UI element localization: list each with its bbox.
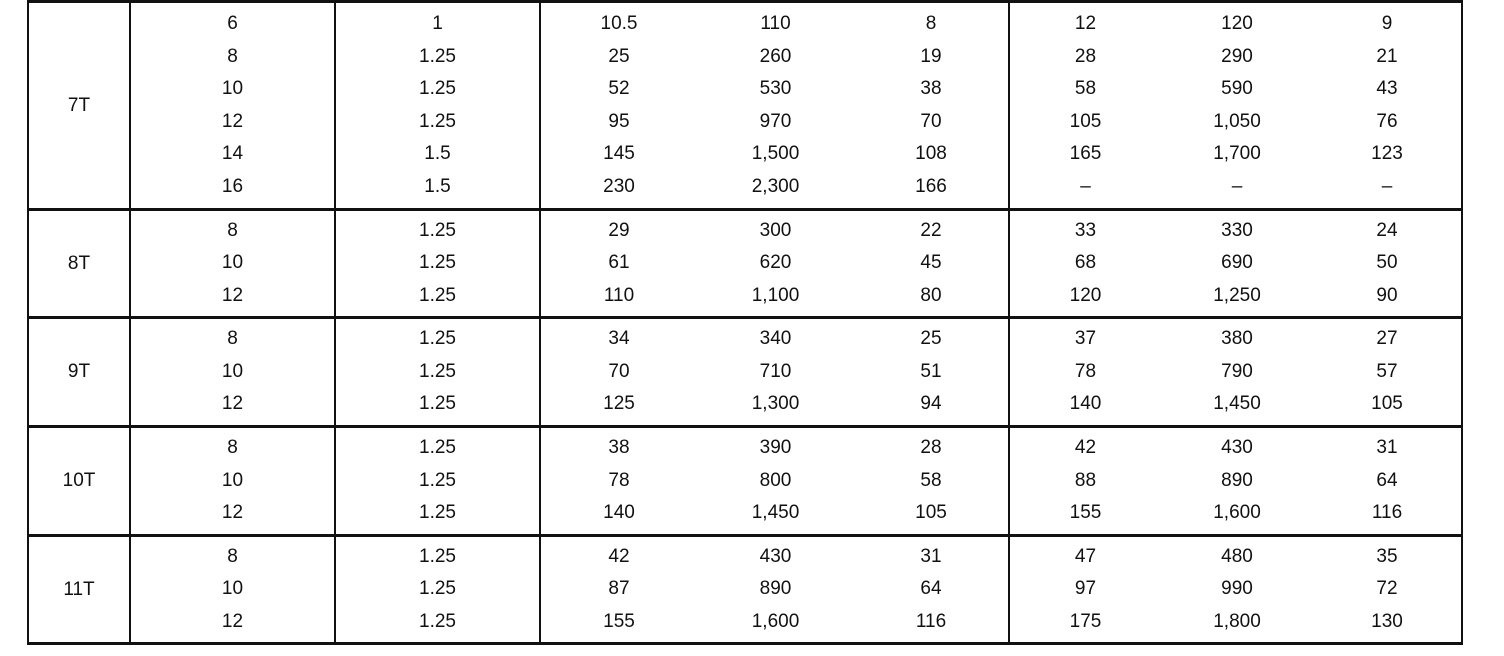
table-cell-value: 12 [221, 610, 244, 632]
torque-a-column-cell [540, 210, 697, 318]
table-cell-value: – [1080, 175, 1091, 197]
table-cell-value: 2,300 [751, 175, 800, 197]
torque-e-column-cell [1161, 536, 1313, 644]
table-cell-value: 88 [1074, 469, 1097, 491]
table-cell-value: 120 [1221, 13, 1253, 34]
diameter-column-cell [130, 2, 335, 210]
table-cell-value: 1.25 [419, 219, 456, 241]
table-cell-value: 430 [759, 546, 792, 568]
table-cell-value: 9 [1381, 13, 1393, 34]
table-cell-value: 10 [221, 578, 244, 600]
table-cell-value: 130 [1371, 610, 1403, 632]
table-cell-value: 52 [608, 78, 630, 99]
table-cell-value: 45 [920, 252, 942, 274]
table-cell-value: 125 [603, 393, 635, 415]
table-cell-value: 1,700 [1213, 143, 1261, 164]
bolt-class-label: 8T [28, 210, 130, 318]
table-cell-value: 140 [1069, 393, 1102, 415]
table-cell-value: 68 [1074, 252, 1097, 274]
torque-c-column-cell [854, 536, 1009, 644]
table-cell-value: 1.25 [419, 610, 456, 632]
table-cell-value: 166 [915, 175, 947, 197]
torque-d-column-cell [1009, 2, 1161, 210]
torque-a-column-cell [540, 427, 697, 536]
torque-a-column-cell [540, 318, 697, 427]
table-cell-value: 37 [1074, 328, 1097, 350]
torque-d-column-cell [1009, 210, 1161, 318]
table-cell-value: 8 [925, 13, 937, 34]
table-cell-value: 340 [759, 328, 792, 350]
table-cell-value: 1.25 [419, 284, 456, 306]
bolt-class-label: 11T [28, 536, 130, 644]
table-cell-value: 165 [1069, 143, 1102, 164]
pitch-column-cell [335, 210, 540, 318]
torque-b-column-cell [697, 318, 854, 427]
torque-e-column-cell [1161, 2, 1313, 210]
table-cell-value: 38 [608, 437, 630, 459]
table-cell-value: 47 [1074, 546, 1097, 568]
table-cell-value: 110 [760, 13, 791, 34]
table-cell-value: 480 [1221, 546, 1253, 568]
table-cell-value: 24 [1376, 219, 1398, 241]
torque-c-column-cell [854, 427, 1009, 536]
table-cell-value: 12 [221, 284, 244, 306]
torque-e-column-cell [1161, 210, 1313, 318]
bolt-torque-table [27, 0, 1463, 645]
table-cell-value: 1 [432, 13, 443, 34]
torque-d-column-cell [1009, 427, 1161, 536]
table-cell-value: 800 [759, 469, 792, 491]
table-cell-value: 70 [920, 110, 942, 132]
table-cell-value: 1,800 [1213, 610, 1261, 632]
table-cell-value: 105 [1371, 393, 1403, 415]
table-cell-value: 123 [1371, 143, 1403, 164]
table-cell-value: 10 [221, 469, 244, 491]
torque-d-column-cell [1009, 536, 1161, 644]
table-cell-value: 890 [759, 578, 792, 600]
table-cell-value: 12 [221, 110, 244, 132]
table-cell-value: 1,600 [751, 610, 800, 632]
table-cell-value: 1.25 [419, 45, 456, 67]
table-cell-value: 390 [759, 437, 792, 459]
diameter-column-cell [130, 427, 335, 536]
torque-b-column-cell [697, 427, 854, 536]
table-cell-value: 1.25 [419, 502, 456, 524]
table-cell-value: 890 [1221, 469, 1253, 491]
table-cell-value: 8 [227, 219, 238, 241]
table-cell-value: 64 [1376, 469, 1398, 491]
table-cell-value: 12 [221, 393, 244, 415]
torque-a-column-cell [540, 536, 697, 644]
bolt-class-group [28, 536, 1462, 644]
table-cell-value: 116 [1371, 502, 1403, 524]
table-cell-value: 28 [1074, 45, 1097, 67]
table-cell-value: 1.25 [419, 78, 456, 99]
table-cell-value: 29 [608, 219, 630, 241]
table-cell-value: 64 [920, 578, 942, 600]
table-cell-value: 290 [1221, 45, 1253, 67]
torque-c-column-cell [854, 210, 1009, 318]
torque-e-column-cell [1161, 427, 1313, 536]
table-cell-value: 72 [1376, 578, 1398, 600]
table-cell-value: 430 [1221, 437, 1253, 459]
table-cell-value: 330 [1221, 219, 1253, 241]
table-cell-value: 25 [920, 328, 942, 350]
torque-b-column-cell [697, 2, 854, 210]
table-cell-value: 12 [1074, 13, 1097, 34]
table-cell-value: 51 [920, 360, 942, 382]
bolt-class-group [28, 2, 1462, 210]
table-cell-value: 1.25 [419, 328, 456, 350]
table-cell-value: 94 [920, 393, 942, 415]
bolt-class-label: 9T [28, 318, 130, 427]
table-cell-value: 1.25 [419, 393, 456, 415]
table-cell-value: 58 [1074, 78, 1097, 99]
table-cell-value: 19 [920, 45, 942, 67]
table-cell-value: 155 [1069, 502, 1102, 524]
bolt-class-label: 7T [28, 2, 130, 210]
table-cell-value: 90 [1376, 284, 1398, 306]
torque-a-column-cell [540, 2, 697, 210]
table-cell-value: 1.25 [419, 110, 456, 132]
pitch-column-cell [335, 536, 540, 644]
table-cell-value: 1.5 [424, 175, 451, 197]
torque-c-column-cell [854, 2, 1009, 210]
table-cell-value: 990 [1221, 578, 1253, 600]
table-cell-value: 8 [227, 328, 238, 350]
torque-f-column-cell [1313, 318, 1462, 427]
table-cell-value: 38 [920, 78, 942, 99]
table-cell-value: 710 [759, 360, 792, 382]
table-cell-value: 12 [221, 502, 244, 524]
table-cell-value: 1,300 [751, 393, 800, 415]
table-cell-value: 1,100 [751, 284, 800, 306]
table-cell-value: 145 [603, 143, 635, 164]
table-cell-value: 230 [603, 175, 635, 197]
bolt-class-group [28, 427, 1462, 536]
table-cell-value: 35 [1376, 546, 1398, 568]
table-cell-value: 590 [1221, 78, 1253, 99]
table-cell-value: 28 [920, 437, 942, 459]
table-cell-value: 57 [1376, 360, 1398, 382]
table-cell-value: 34 [608, 328, 630, 350]
table-cell-value: 690 [1221, 252, 1253, 274]
table-cell-value: 33 [1074, 219, 1097, 241]
table-cell-value: – [1381, 175, 1393, 197]
table-cell-value: 105 [1069, 110, 1102, 132]
table-cell-value: 1.25 [419, 578, 456, 600]
table-cell-value: 80 [920, 284, 942, 306]
table-cell-value: 1,250 [1213, 284, 1261, 306]
table-cell-value: 10 [221, 252, 244, 274]
table-cell-value: 10 [221, 360, 244, 382]
table-cell-value: 108 [915, 143, 947, 164]
table-cell-value: 620 [759, 252, 792, 274]
table-cell-value: 8 [227, 546, 238, 568]
diameter-column-cell [130, 210, 335, 318]
torque-b-column-cell [697, 536, 854, 644]
table-cell-value: 21 [1376, 45, 1398, 67]
table-cell-value: 61 [608, 252, 630, 274]
table-cell-value: 1.5 [424, 143, 451, 164]
torque-f-column-cell [1313, 210, 1462, 318]
table-cell-value: 105 [915, 502, 947, 524]
torque-d-column-cell [1009, 318, 1161, 427]
table-cell-value: 1.25 [419, 546, 456, 568]
table-cell-value: 42 [608, 546, 630, 568]
torque-f-column-cell [1313, 536, 1462, 644]
torque-e-column-cell [1161, 318, 1313, 427]
table-cell-value: 76 [1376, 110, 1398, 132]
pitch-column-cell [335, 427, 540, 536]
table-cell-value: 42 [1074, 437, 1097, 459]
table-cell-value: 1,450 [1213, 393, 1261, 415]
table-cell-value: 14 [221, 143, 244, 164]
table-cell-value: 78 [1074, 360, 1097, 382]
table-cell-value: 25 [608, 45, 630, 67]
torque-c-column-cell [854, 318, 1009, 427]
table-cell-value: 27 [1376, 328, 1398, 350]
table-cell-value: 790 [1221, 360, 1253, 382]
table-cell-value: 175 [1069, 610, 1102, 632]
table-cell-value: 31 [1376, 437, 1398, 459]
diameter-column-cell [130, 318, 335, 427]
table-cell-value: 260 [759, 45, 792, 67]
table-cell-value: 70 [608, 360, 630, 382]
pitch-column-cell [335, 318, 540, 427]
table-cell-value: 1.25 [419, 360, 456, 382]
table-cell-value: 380 [1221, 328, 1253, 350]
table-cell-value: 1.25 [419, 469, 456, 491]
diameter-column-cell [130, 536, 335, 644]
torque-b-column-cell [697, 210, 854, 318]
table-cell-value: 1,450 [751, 502, 800, 524]
table-cell-value: 10 [221, 78, 244, 99]
table-cell-value: 1,500 [751, 143, 800, 164]
table-cell-value: 155 [603, 610, 635, 632]
table-cell-value: 8 [227, 45, 238, 67]
table-cell-value: 22 [920, 219, 942, 241]
table-cell-value: 1,600 [1213, 502, 1261, 524]
table-cell-value: 530 [759, 78, 792, 99]
table-cell-value: 95 [608, 110, 630, 132]
table-cell-value: – [1231, 175, 1243, 197]
table-cell-value: 1,050 [1213, 110, 1261, 132]
table-cell-value: 10.5 [600, 13, 638, 34]
table-cell-value: 300 [759, 219, 792, 241]
table-cell-value: 6 [227, 13, 238, 34]
table-cell-value: 16 [221, 175, 244, 197]
table-cell-value: 1.25 [419, 437, 456, 459]
bolt-class-group [28, 318, 1462, 427]
table-cell-value: 58 [920, 469, 942, 491]
pitch-column-cell [335, 2, 540, 210]
table-cell-value: 8 [227, 437, 238, 459]
table-cell-value: 31 [920, 546, 942, 568]
torque-f-column-cell [1313, 2, 1462, 210]
table-cell-value: 120 [1069, 284, 1102, 306]
torque-f-column-cell [1313, 427, 1462, 536]
bolt-class-group [28, 210, 1462, 318]
table-cell-value: 87 [608, 578, 630, 600]
table-cell-value: 43 [1376, 78, 1398, 99]
table-cell-value: 50 [1376, 252, 1398, 274]
table-cell-value: 78 [608, 469, 630, 491]
table-cell-value: 116 [915, 610, 947, 632]
bolt-class-label: 10T [28, 427, 130, 536]
table-cell-value: 97 [1074, 578, 1097, 600]
table-cell-value: 970 [759, 110, 792, 132]
table-cell-value: 140 [603, 502, 635, 524]
table-cell-value: 1.25 [419, 252, 456, 274]
table-cell-value: 110 [603, 284, 635, 306]
